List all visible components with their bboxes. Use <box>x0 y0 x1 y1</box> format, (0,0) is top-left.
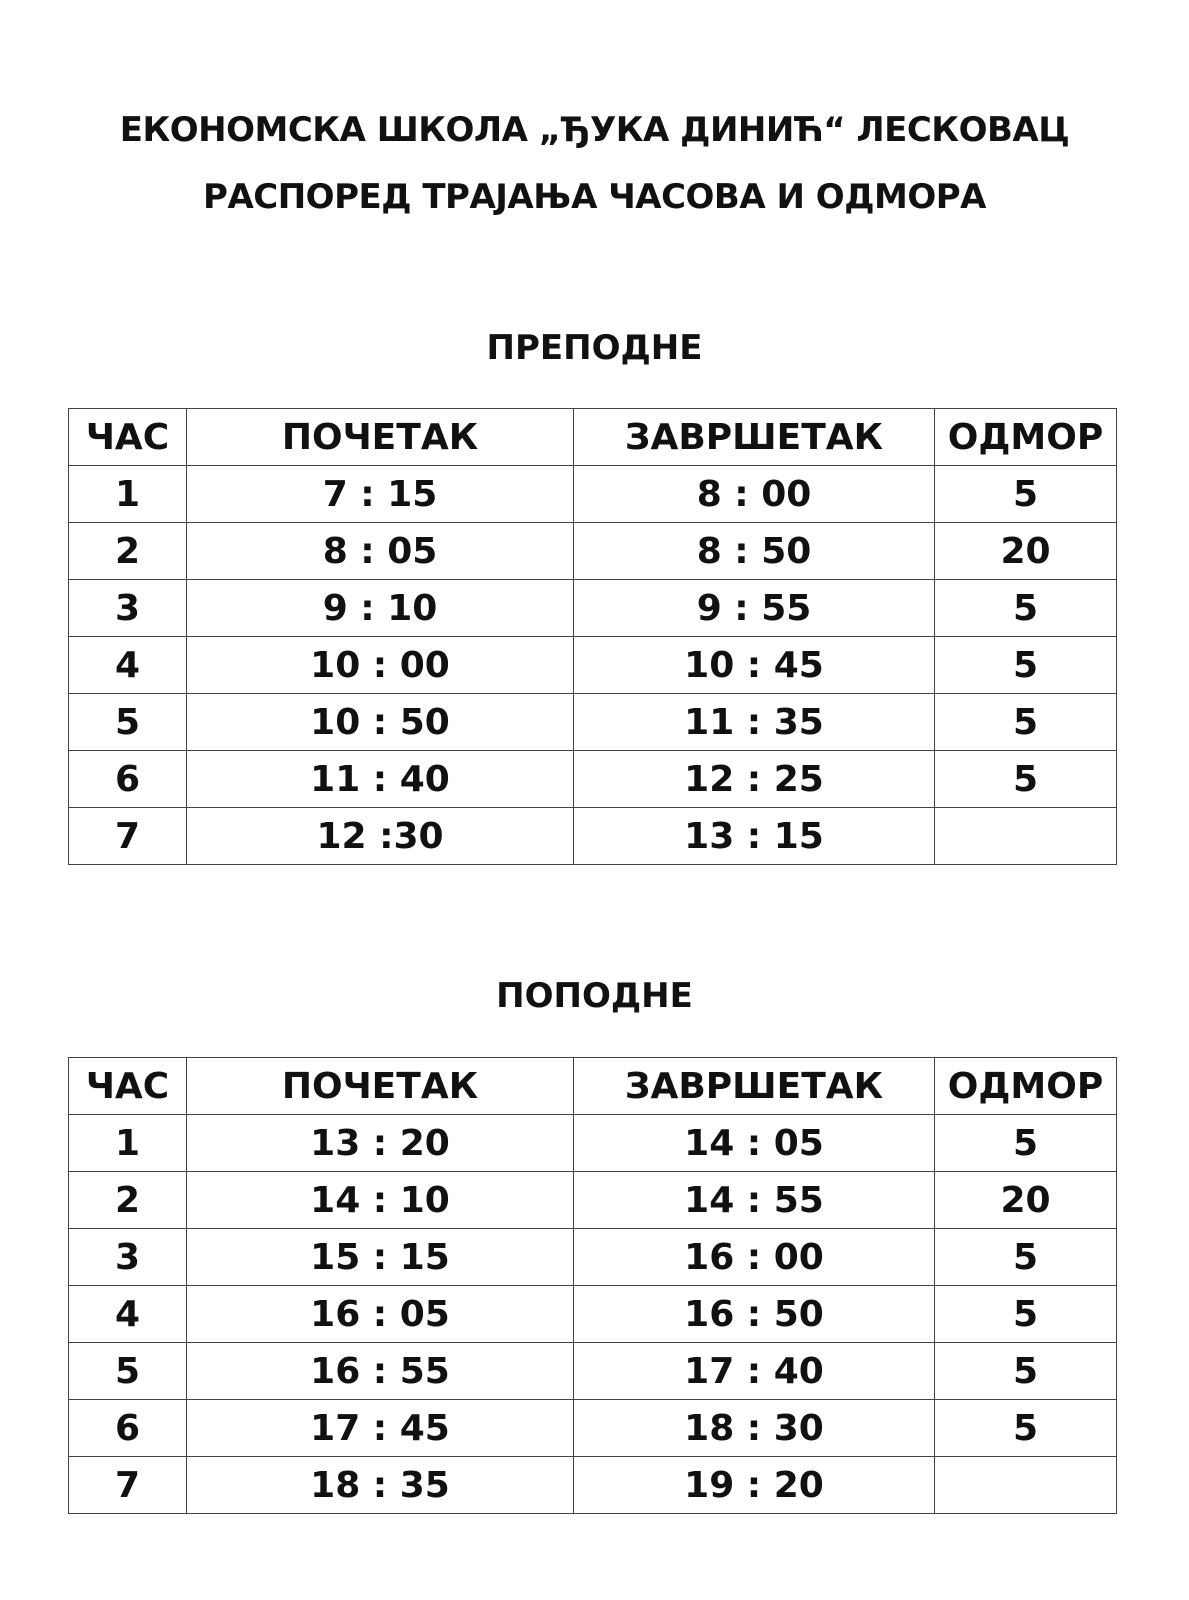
morning-section-title: ПРЕПОДНЕ <box>486 328 703 368</box>
cell-start: 12 :30 <box>187 808 574 865</box>
table-row <box>69 1115 1117 1172</box>
cell-end: 12 : 25 <box>574 751 935 808</box>
cell-break: 5 <box>935 466 1117 523</box>
schedule-title: РАСПОРЕД ТРАЈАЊА ЧАСОВА И ОДМОРА <box>203 177 986 217</box>
cell-period: 5 <box>69 694 187 751</box>
cell-start: 13 : 20 <box>187 1115 574 1172</box>
table-row <box>69 637 1117 694</box>
cell-period: 2 <box>69 523 187 580</box>
cell-end: 9 : 55 <box>574 580 935 637</box>
cell-period: 6 <box>69 751 187 808</box>
table-row <box>69 1343 1117 1400</box>
cell-start: 18 : 35 <box>187 1457 574 1514</box>
cell-period: 3 <box>69 580 187 637</box>
cell-break: 5 <box>935 1343 1117 1400</box>
morning-schedule-table <box>68 408 1117 865</box>
table-row <box>69 1229 1117 1286</box>
cell-end: 11 : 35 <box>574 694 935 751</box>
cell-start: 16 : 55 <box>187 1343 574 1400</box>
cell-break: 5 <box>935 751 1117 808</box>
table-row <box>69 1172 1117 1229</box>
cell-period: 1 <box>69 1115 187 1172</box>
cell-start: 11 : 40 <box>187 751 574 808</box>
table-row <box>69 1400 1117 1457</box>
cell-period: 4 <box>69 1286 187 1343</box>
column-header-break: ОДМОР <box>935 1058 1117 1115</box>
cell-start: 17 : 45 <box>187 1400 574 1457</box>
cell-end: 8 : 50 <box>574 523 935 580</box>
cell-end: 17 : 40 <box>574 1343 935 1400</box>
cell-end: 18 : 30 <box>574 1400 935 1457</box>
column-header-start: ПОЧЕТАК <box>187 409 574 466</box>
afternoon-section-title: ПОПОДНЕ <box>496 976 693 1016</box>
cell-period: 3 <box>69 1229 187 1286</box>
cell-end: 14 : 55 <box>574 1172 935 1229</box>
cell-period: 4 <box>69 637 187 694</box>
table-row <box>69 808 1117 865</box>
cell-end: 16 : 00 <box>574 1229 935 1286</box>
cell-break: 5 <box>935 1229 1117 1286</box>
cell-break: 20 <box>935 523 1117 580</box>
cell-break <box>935 1457 1117 1514</box>
school-name: ЕКОНОМСКА ШКОЛА „ЂУКА ДИНИЋ“ ЛЕСКОВАЦ <box>119 110 1070 150</box>
cell-break: 5 <box>935 637 1117 694</box>
table-row <box>69 751 1117 808</box>
column-header-period: ЧАС <box>69 409 187 466</box>
cell-start: 10 : 00 <box>187 637 574 694</box>
column-header-end: ЗАВРШЕТАК <box>574 409 935 466</box>
table-row <box>69 523 1117 580</box>
cell-period: 1 <box>69 466 187 523</box>
table-header-row <box>69 1058 1117 1115</box>
cell-break <box>935 808 1117 865</box>
cell-break: 5 <box>935 1400 1117 1457</box>
cell-start: 9 : 10 <box>187 580 574 637</box>
cell-break: 5 <box>935 580 1117 637</box>
cell-end: 16 : 50 <box>574 1286 935 1343</box>
table-row <box>69 580 1117 637</box>
cell-end: 10 : 45 <box>574 637 935 694</box>
table-row <box>69 1286 1117 1343</box>
cell-start: 7 : 15 <box>187 466 574 523</box>
column-header-period: ЧАС <box>69 1058 187 1115</box>
cell-start: 16 : 05 <box>187 1286 574 1343</box>
column-header-end: ЗАВРШЕТАК <box>574 1058 935 1115</box>
table-header-row <box>69 409 1117 466</box>
afternoon-rows <box>69 1115 1117 1514</box>
table-row <box>69 1457 1117 1514</box>
cell-start: 14 : 10 <box>187 1172 574 1229</box>
cell-break: 5 <box>935 1286 1117 1343</box>
cell-end: 14 : 05 <box>574 1115 935 1172</box>
column-header-start: ПОЧЕТАК <box>187 1058 574 1115</box>
cell-period: 7 <box>69 1457 187 1514</box>
cell-end: 8 : 00 <box>574 466 935 523</box>
cell-period: 6 <box>69 1400 187 1457</box>
afternoon-schedule-table <box>68 1057 1117 1514</box>
cell-break: 5 <box>935 694 1117 751</box>
cell-start: 8 : 05 <box>187 523 574 580</box>
cell-break: 5 <box>935 1115 1117 1172</box>
cell-start: 10 : 50 <box>187 694 574 751</box>
table-row <box>69 694 1117 751</box>
cell-period: 2 <box>69 1172 187 1229</box>
cell-break: 20 <box>935 1172 1117 1229</box>
cell-end: 13 : 15 <box>574 808 935 865</box>
column-header-break: ОДМОР <box>935 409 1117 466</box>
cell-period: 7 <box>69 808 187 865</box>
cell-period: 5 <box>69 1343 187 1400</box>
cell-start: 15 : 15 <box>187 1229 574 1286</box>
table-row <box>69 466 1117 523</box>
cell-end: 19 : 20 <box>574 1457 935 1514</box>
morning-rows <box>69 466 1117 865</box>
